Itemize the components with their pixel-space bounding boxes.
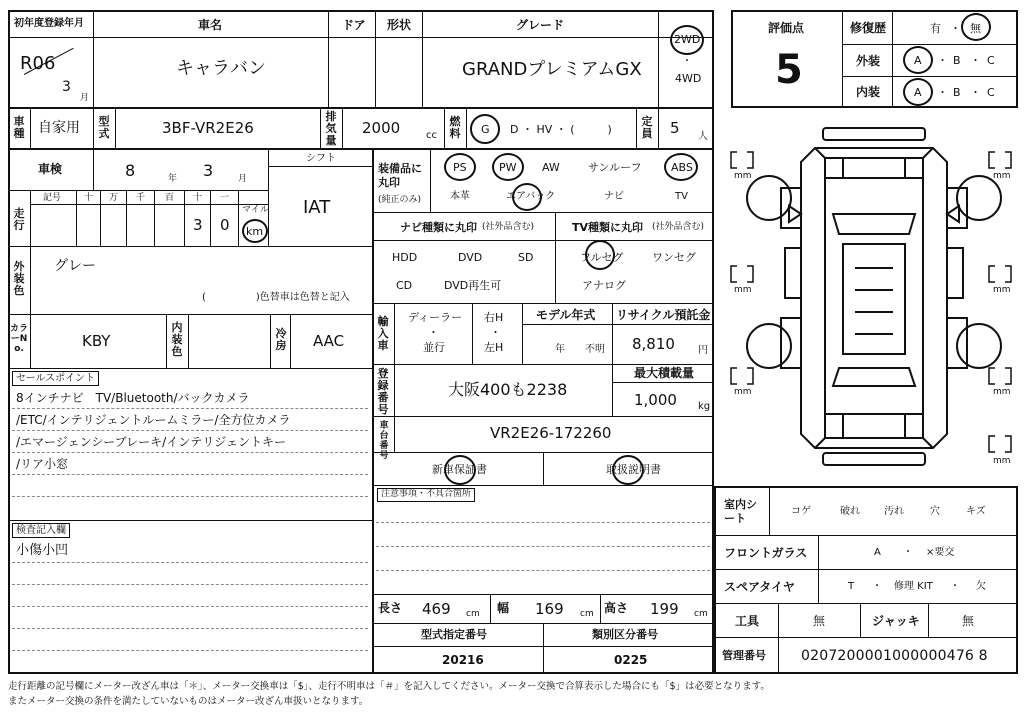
capacity-value: 5 [670,119,680,137]
color-label: 外装色 [13,260,25,298]
sales-line: /ETC/インテリジェントルームミラー/全方位カメラ [16,413,291,427]
mgmt-value: 0207200001000000476 8 [801,648,988,664]
model-value: 3BF-VR2E26 [162,119,254,137]
max-load-value: 1,000 [634,391,677,409]
digit-head: 十 [84,193,94,203]
mileage-unit-label: マイル [242,205,269,215]
repair-no: 無 [970,22,981,35]
equipment-label: 装備品に丸印 [378,162,422,190]
recycle-label: リサイクル預託金 [616,308,711,322]
manual-circle [612,455,644,485]
inspection-month-unit: 月 [238,174,248,184]
interior-color-label: 内装色 [171,321,183,359]
equip-item: PS [453,161,467,174]
seat-item: キズ [966,506,986,517]
mileage-sign-label: 記号 [43,193,62,203]
mileage-digit: 3 [193,216,203,234]
navi-item: DVD [458,251,483,264]
color-change-note: ( )色替車は色替と記入 [202,292,350,303]
jack-value: 無 [962,614,975,628]
height-value: 199 [650,600,679,618]
model-year-unit: 年 [555,344,565,355]
drive-4wd: 4WD [675,72,702,85]
fuel-g: G [481,123,490,136]
color-value: グレー [54,258,96,274]
equip-item: ABS [671,161,693,174]
interior-grade: A [914,86,922,99]
seat-item: コゲ [791,506,811,517]
score-value: 5 [775,47,803,93]
equip-item: サンルーフ [588,161,642,174]
tv-item: アナログ [582,279,626,292]
navi-label: ナビ種類に丸印 [400,221,477,234]
ac-label: 冷房 [275,327,287,353]
mm-label: mm [993,171,1011,181]
width-unit: cm [580,609,594,619]
navi-item: CD [396,279,413,292]
tool-value: 無 [813,614,826,628]
glass-a: A [874,547,881,558]
length-label: 長さ [378,601,403,615]
usage-value: 自家用 [38,120,80,136]
tv-item: フルセグ [580,251,624,264]
glass-rest: ×要交 [926,547,955,558]
exterior-grade: ・ [970,54,981,67]
jack-label: ジャッキ [872,614,920,628]
equip-item: TV [675,191,688,202]
mileage-unit-km: km [246,225,264,238]
tv-label: TV種類に丸印 [572,221,644,234]
tv-sub: (社外品含む) [652,222,705,232]
digit-head: 千 [136,193,146,203]
exterior-label: 外装 [856,54,881,68]
sales-line: 8インチナビ TV/Bluetooth/バックカメラ [16,391,250,405]
shape-label: 形状 [387,18,412,32]
class-no-value: 0225 [614,653,648,667]
shift-value: IAT [303,197,331,218]
seat-item: 破れ [840,506,860,517]
registration-label: 登録番号 [377,367,389,417]
notes-label: 注意事項・不具合箇所 [377,488,475,502]
mm-label: mm [993,387,1011,397]
disp-label: 排気量 [325,110,337,148]
mm-label: mm [734,285,752,295]
import-dot: ・ [428,326,439,339]
repair-dot: ・ [950,22,961,35]
chassis-label: 車台番号 [379,421,389,461]
mileage-digit: 0 [220,216,230,234]
interior-grade: ・ [937,86,948,99]
grade-value: GRANDプレミアムGX [462,59,642,80]
type-no-value: 20216 [442,653,484,667]
max-load-unit: kg [698,401,711,412]
shift-label: シフト [306,153,336,164]
navi-sub: (社外品含む) [482,222,535,232]
disp-unit: cc [426,130,437,141]
digit-head: 百 [165,193,175,203]
mgmt-label: 管理番号 [722,649,766,662]
max-load-label: 最大積載量 [634,366,695,380]
score-label: 評価点 [768,21,805,35]
equip-item: PW [499,161,517,174]
doc-manual: 取扱説明書 [606,463,661,476]
exterior-grade: B [953,54,961,67]
import-dot2: ・ [490,326,501,339]
spare-dot: ・ [872,581,882,592]
warranty-circle [444,455,476,485]
footer-note: 走行距離の記号欄にメーター改ざん車は「＊」、メーター交換車は「$」、走行不明車は「＃」を記入してください。メーター交換で合算表示した場合にも「$」は必要となります。 [8,681,770,692]
seat-label: 室内シート [724,498,757,526]
ac-value: AAC [313,332,345,350]
digit-head: 一 [220,193,230,203]
colorno-value: KBY [82,332,111,350]
equip-item: 本革 [450,191,470,202]
width-label: 幅 [497,601,510,615]
interior-grade: ・ [970,86,981,99]
inspector-label: 検査記入欄 [12,523,70,538]
spare-none: 欠 [976,581,986,592]
reg-month-unit: 月 [80,93,90,103]
exterior-grade: A [914,54,922,67]
import-dealer: ディーラー [408,311,463,324]
glass-dot: ・ [903,547,913,558]
length-value: 469 [422,600,451,618]
height-label: 高さ [604,601,629,615]
mm-label: mm [734,171,752,181]
width-value: 169 [535,600,564,618]
import-parallel: 並行 [423,341,445,354]
model-label: 型式 [98,115,110,141]
repair-label: 修復歴 [850,21,887,35]
mileage-label: 走行 [13,207,25,233]
first-reg-label: 初年度登録年月 [14,18,84,29]
spare-label: スペアタイヤ [724,580,795,594]
drive-dot: ・ [682,56,692,67]
grade-label: グレード [516,18,565,32]
model-year-unknown: 不明 [585,344,605,355]
mm-label: mm [993,456,1011,466]
spare-t: T [848,581,855,592]
equip-item: エアバック [506,191,556,202]
fuel-rest: D ・ HV ・ ( ) [510,123,612,136]
inspection-year-unit: 年 [168,174,178,184]
glass-label: フロントガラス [724,546,808,560]
class-no-label: 類別区分番号 [592,628,658,641]
equip-item: AW [542,161,560,174]
exterior-grade: C [987,54,995,67]
inspector-line: 小傷小凹 [16,543,69,558]
spare-kit: 修理 KIT [894,581,933,592]
fuel-label: 燃料 [449,115,461,141]
equipment-sub: (純正のみ) [378,195,422,205]
exterior-grade: ・ [937,54,948,67]
length-unit: cm [466,609,480,619]
seat-item: 穴 [930,506,940,517]
import-label: 輸入車 [377,315,389,353]
tv-item: ワンセグ [652,251,696,264]
digit-head: 万 [109,193,119,203]
inspection-year: 8 [125,161,136,180]
spare-dot2: ・ [950,581,960,592]
interior-label: 内装 [856,85,881,99]
sales-line: /エマージェンシーブレーキ/インテリジェントキー [16,435,286,449]
colorno-label: カラーNo. [10,324,29,354]
reg-month: 3 [62,79,71,95]
interior-grade: C [987,86,995,99]
drive-2wd: 2WD [674,33,701,46]
repair-yes: 有 [930,22,941,35]
height-unit: cm [694,609,708,619]
disp-value: 2000 [362,119,401,137]
chassis-value: VR2E26-172260 [490,424,612,442]
car-damage-diagram [725,118,1024,478]
inspection-month: 3 [203,161,214,180]
import-lh: 左H [484,341,504,354]
navi-item: SD [518,251,534,264]
registration-value: 大阪400も2238 [448,380,568,399]
tool-label: 工具 [735,614,760,628]
mm-label: mm [993,285,1011,295]
reg-era: R06 [20,53,56,74]
recycle-unit: 円 [698,345,708,356]
sales-line: /リア小窓 [16,457,69,471]
navi-item: DVD再生可 [444,279,502,292]
type-no-label: 型式指定番号 [421,628,487,641]
inspection-label: 車検 [38,162,63,176]
equip-item: ナビ [604,191,624,202]
sales-label: セールスポイント [12,371,99,386]
footer-note: またメーター交換の条件を満たしていないものはメーター改ざん車扱いとなります。 [8,696,369,707]
door-label: ドア [342,18,366,32]
car-name: キャラバン [176,58,266,79]
recycle-value: 8,810 [632,335,675,353]
main-form-frame [8,10,714,674]
digit-head: 十 [193,193,203,203]
interior-grade: B [953,86,961,99]
usage-label: 車種 [13,115,25,141]
model-year-label: モデル年式 [536,308,596,322]
navi-item: HDD [392,251,418,264]
car-name-label: 車名 [198,18,223,32]
import-rh: 右H [484,311,504,324]
mm-label: mm [734,387,752,397]
doc-warranty: 新車保証書 [432,463,487,476]
capacity-label: 定員 [641,115,653,141]
capacity-unit: 人 [698,131,708,142]
seat-item: 汚れ [884,506,904,517]
